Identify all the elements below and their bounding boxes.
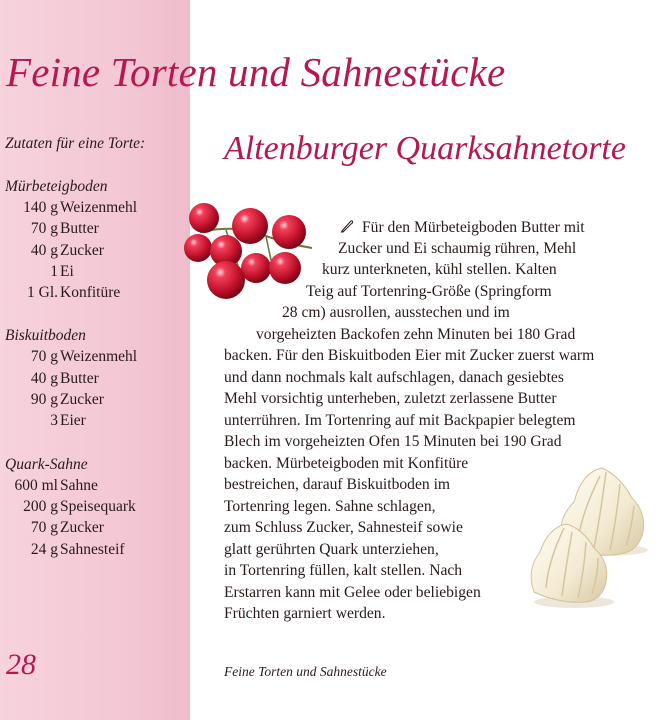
instruction-line: Zucker und Ei schaumig rühren, Mehl	[338, 240, 577, 257]
ingredient-row	[5, 218, 187, 239]
ingredient-quantity: 600 ml	[14, 476, 58, 494]
instruction-line: 28 cm) ausrollen, ausstechen und im	[282, 304, 510, 321]
ingredient-row	[5, 389, 187, 410]
instruction-line: Teig auf Tortenring-Größe (Springform	[306, 283, 552, 300]
instruction-line: backen. Für den Biskuitboden Eier mit Zucker zuerst warm	[224, 347, 595, 364]
ingredient-name: Weizenmehl	[60, 199, 138, 216]
ingredient-name: Sahnesteif	[60, 540, 125, 558]
ingredient-row	[5, 282, 187, 303]
ingredient-quantity: 24 g	[30, 540, 58, 558]
chapter-title: Feine Torten und Sahnestücke	[6, 49, 506, 95]
ingredient-quantity: 3	[50, 412, 58, 430]
ingredient-row	[5, 197, 187, 218]
ingredient-group	[5, 454, 187, 560]
instruction-line: zum Schluss Zucker, Sahnesteif sowie	[224, 519, 463, 536]
ingredient-name: Weizenmehl	[60, 348, 138, 366]
instruction-line: und dann nochmals kalt aufschlagen, danach gesiebtes	[224, 369, 564, 386]
ingredient-name: Zucker	[60, 519, 104, 537]
ingredient-name: Zucker	[60, 391, 104, 409]
instruction-line: glatt gerührten Quark unterziehen,	[224, 541, 439, 558]
ingredient-name: Speisequark	[60, 497, 136, 515]
ingredient-quantity: 90 g	[30, 391, 58, 409]
ingredient-quantity: 140 g	[23, 199, 58, 216]
ingredient-name: Zucker	[60, 241, 104, 259]
ingredient-quantity: 70 g	[30, 220, 58, 238]
instruction-line: backen. Mürbeteigboden mit Konfitüre	[224, 455, 469, 472]
ingredient-name: Eier	[60, 412, 86, 430]
instruction-line: Mehl vorsichtig unterheben, zuletzt zerlassene Butter	[224, 390, 557, 407]
red-currants-image	[178, 196, 314, 306]
ingredient-quantity: 70 g	[30, 519, 58, 537]
instruction-line: kurz unterkneten, kühl stellen. Kalten	[322, 261, 557, 278]
ingredient-quantity: 40 g	[30, 369, 58, 387]
ingredient-quantity: 1	[50, 262, 58, 280]
instruction-line: unterrühren. Im Tortenring auf mit Backpapier belegtem	[224, 412, 576, 429]
ingredient-group-heading: Biskuitboden	[5, 327, 86, 345]
instruction-line: in Tortenring füllen, kalt stellen. Nach	[224, 562, 463, 579]
pen-icon	[340, 219, 354, 233]
instruction-line: Blech im vorgeheizten Ofen 15 Minuten bei 190 Grad	[224, 433, 562, 450]
ingredient-quantity: 200 g	[23, 497, 58, 515]
instruction-line: Früchten garniert werden.	[224, 605, 386, 622]
ingredient-row	[5, 410, 187, 431]
ingredient-row	[5, 346, 187, 367]
ingredient-row	[5, 475, 187, 496]
whipped-cream-image	[524, 462, 654, 610]
ingredient-row	[5, 261, 187, 282]
ingredient-row	[5, 368, 187, 389]
ingredient-row	[5, 539, 187, 560]
ingredient-name: Butter	[60, 369, 99, 387]
ingredient-name: Sahne	[60, 476, 98, 494]
instruction-line: vorgeheizten Backofen zehn Minuten bei 180 Grad	[256, 326, 576, 343]
instruction-line: Für den Mürbeteigboden Butter mit	[362, 219, 585, 236]
page-number: 28	[6, 648, 36, 681]
ingredient-group-heading: Mürbeteigboden	[5, 178, 108, 195]
ingredient-quantity: 70 g	[30, 348, 58, 366]
ingredient-name: Ei	[60, 262, 74, 280]
ingredient-group	[5, 325, 187, 431]
ingredient-group-heading: Quark-Sahne	[5, 455, 88, 473]
ingredient-quantity: 40 g	[30, 241, 58, 259]
ingredient-name: Konfitüre	[60, 284, 121, 302]
instruction-line: Erstarren kann mit Gelee oder beliebigen	[224, 584, 481, 601]
ingredient-quantity: 1 Gl.	[27, 284, 58, 302]
running-footer: Feine Torten und Sahnestücke	[224, 664, 387, 679]
ingredient-row	[5, 517, 187, 538]
ingredient-row	[5, 496, 187, 517]
ingredient-group	[5, 176, 187, 303]
instruction-line: Tortenring legen. Sahne schlagen,	[224, 498, 436, 515]
recipe-title: Altenburger Quarksahnetorte	[224, 130, 626, 167]
ingredients-intro: Zutaten für eine Torte:	[5, 135, 146, 152]
ingredient-name: Butter	[60, 220, 99, 238]
ingredients-list	[5, 133, 187, 582]
instruction-line: bestreichen, darauf Biskuitboden im	[224, 476, 451, 493]
ingredient-row	[5, 240, 187, 261]
